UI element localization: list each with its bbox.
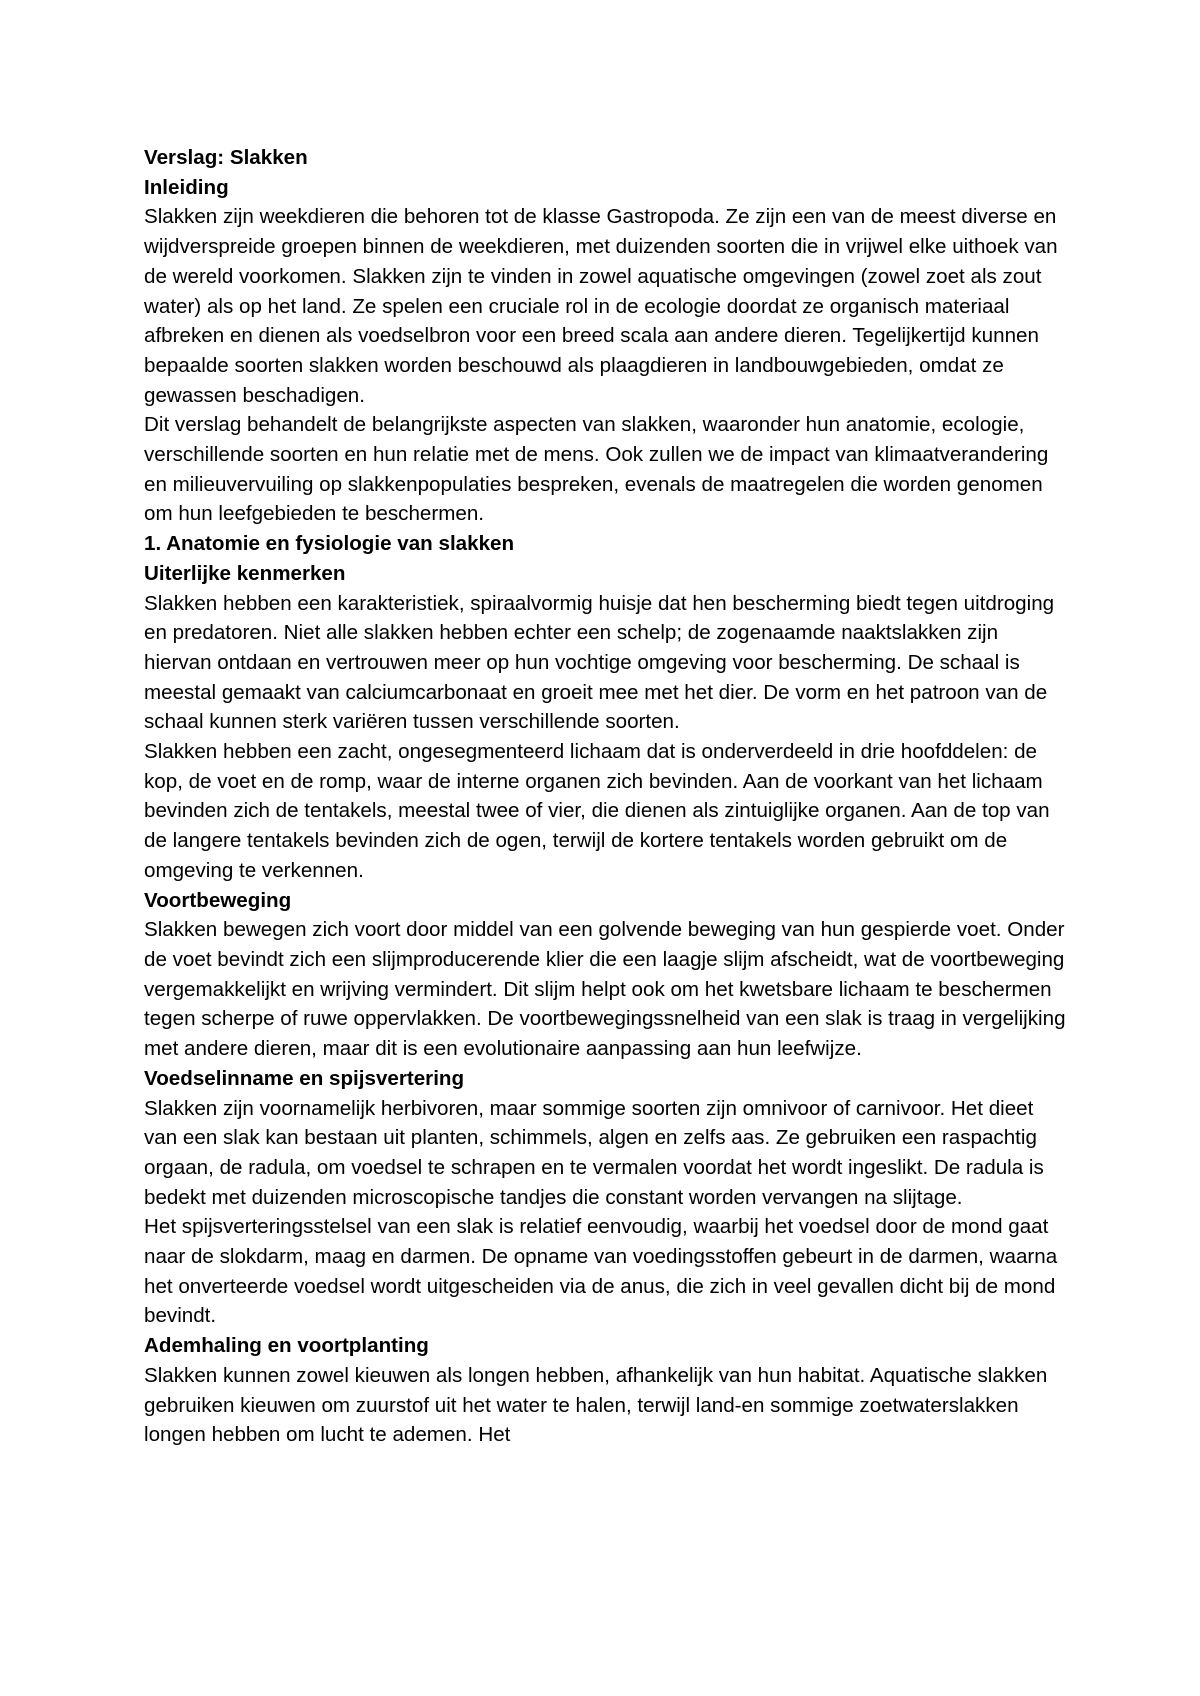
heading-inleiding: Inleiding <box>144 175 229 199</box>
heading-section-1: 1. Anatomie en fysiologie van slakken <box>144 532 515 556</box>
heading-uiterlijke-kenmerken: Uiterlijke kenmerken <box>144 561 346 585</box>
document-title: Verslag: Slakken <box>144 146 308 169</box>
heading-ademhaling: Ademhaling en voortplanting <box>144 1334 429 1358</box>
paragraph-external-1: Slakken hebben een karakteristiek, spiraalvormig huisje dat hen bescherming biedt tegen uitdroging en predatoren. Niet alle slakken hebben echter een schelp; de zogenaamde naaktslakken zijn hiervan ontdaan en vertrouwen meer op hun vochtige omgeving voor bescherming. De schaal is meestal gemaakt van calciumcarbonaat en groeit mee met het dier. De vorm en het patroon van de schaal kunnen sterk variëren tussen verschillende soorten. <box>144 591 1055 734</box>
paragraph-food-2: Het spijsverteringsstelsel van een slak is relatief eenvoudig, waarbij het voedsel door de mond gaat naar de slokdarm, maag en darmen. De opname van voedingsstoffen gebeurt in de darmen, waarna het onverteerde voedsel wordt uitgescheiden via de anus, die zich in veel gevallen dicht bij de mond bevindt. <box>144 1215 1058 1328</box>
paragraph-intro-1: Slakken zijn weekdieren die behoren tot de klasse Gastropoda. Ze zijn een van de meest diverse en wijdverspreide groepen binnen de weekdieren, met duizenden soorten die in vrijwel elke uithoek van de wereld voorkomen. Slakken zijn te vinden in zowel aquatische omgevingen (zowel zoet als zout water) als op het land. Ze spelen een cruciale rol in de ecologie doordat ze organisch materiaal afbreken en dienen als voedselbron voor een breed scala aan andere dieren. Tegelijkertijd kunnen bepaalde soorten slakken worden beschouwd als plaagdieren in landbouwgebieden, omdat ze gewassen beschadigen. <box>144 205 1058 407</box>
paragraph-food-1: Slakken zijn voornamelijk herbivoren, maar sommige soorten zijn omnivoor of carnivoor. Het dieet van een slak kan bestaan uit planten, schimmels, algen en zelfs aas. Ze gebruiken een raspachtig orgaan, de radula, om voedsel te schrapen en te vermalen voordat het wordt ingeslikt. De radula is bedekt met duizenden microscopische tandjes die constant worden vervangen na slijtage. <box>144 1096 1044 1209</box>
heading-voedselinname: Voedselinname en spijsvertering <box>144 1066 465 1090</box>
heading-voortbeweging: Voortbeweging <box>144 888 292 912</box>
paragraph-external-2: Slakken hebben een zacht, ongesegmenteerd lichaam dat is onderverdeeld in drie hoofddelen: de kop, de voet en de romp, waar de interne organen zich bevinden. Aan de voorkant van het lichaam bevinden zich de tentakels, meestal twee of vier, die dienen als zintuiglijke organen. Aan de top van de langere tentakels bevinden zich de ogen, terwijl de kortere tentakels worden gebruikt om de omgeving te verkennen. <box>144 740 1050 882</box>
document-body <box>144 143 1070 1450</box>
paragraph-breathing-1: Slakken kunnen zowel kieuwen als longen hebben, afhankelijk van hun habitat. Aquatische slakken gebruiken kieuwen om zuurstof uit het water te halen, terwijl land-en sommige zoetwaterslakken longen hebben om lucht te ademen. Het <box>144 1363 1048 1447</box>
paragraph-intro-2: Dit verslag behandelt de belangrijkste aspecten van slakken, waaronder hun anatomie, ecologie, verschillende soorten en hun relatie met de mens. Ook zullen we de impact van klimaatverandering en milieuvervuiling op slakkenpopulaties bespreken, evenals de maatregelen die worden genomen om hun leefgebieden te beschermen. <box>144 413 1049 526</box>
paragraph-movement-1: Slakken bewegen zich voort door middel van een golvende beweging van hun gespierde voet. Onder de voet bevindt zich een slijmproducerende klier die een laagje slijm afscheidt, wat de voortbeweging vergemakkelijkt en wrijving vermindert. Dit slijm helpt ook om het kwetsbare lichaam te beschermen tegen scherpe of ruwe oppervlakken. De voortbewegingssnelheid van een slak is traag in vergelijking met andere dieren, maar dit is een evolutionaire aanpassing aan hun leefwijze. <box>144 918 1066 1061</box>
